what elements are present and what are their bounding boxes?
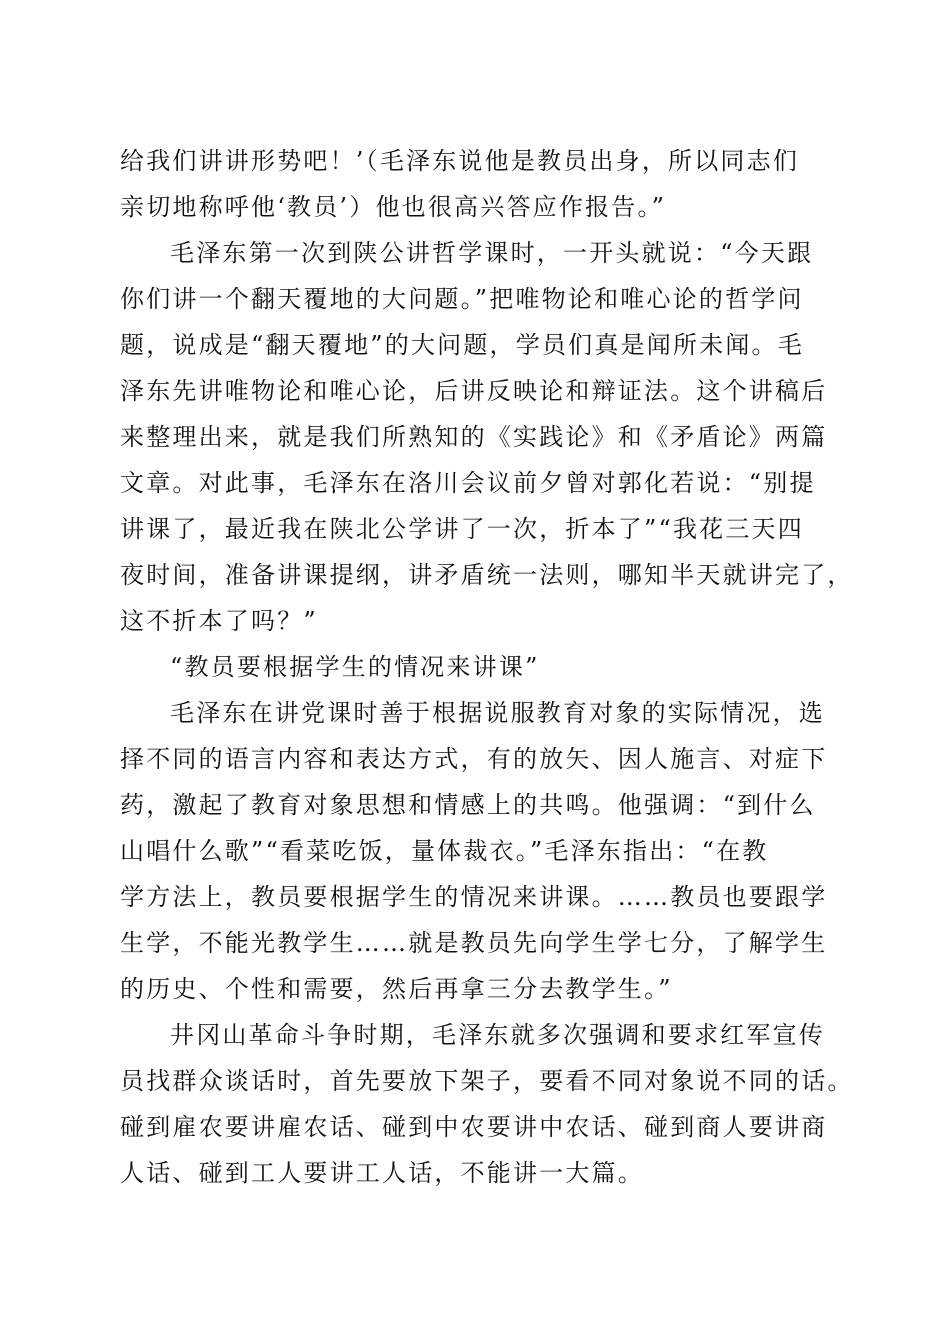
text-line: 亲切地称呼他‘教员’）他也很高兴答应作报告。”	[120, 193, 667, 221]
text-line: 员找群众谈话时，首先要放下架子，要看不同对象说不同的话。	[120, 1067, 854, 1095]
text-line: 题，说成是“翻天覆地”的大问题，学员们真是闻所未闻。毛	[120, 331, 804, 359]
text-line: 择不同的语言内容和表达方式，有的放矢、因人施言、对症下	[120, 745, 828, 773]
paragraph-first-line: 毛泽东在讲党课时善于根据说服教育对象的实际情况，选	[170, 699, 825, 727]
section-heading: “教员要根据学生的情况来讲课”	[170, 653, 540, 681]
text-line: 的历史、个性和需要，然后再拿三分去教学生。”	[120, 975, 673, 1003]
text-line: 讲课了，最近我在陕北公学讲了一次，折本了”“我花三天四	[120, 515, 804, 543]
text-line: 人话、碰到工人要讲工人话，不能讲一大篇。	[120, 1159, 644, 1187]
text-line: 这不折本了吗？”	[120, 607, 318, 635]
text-line: 碰到雇农要讲雇农话、碰到中农要讲中农话、碰到商人要讲商	[120, 1113, 828, 1141]
text-line: 夜时间，准备讲课提纲，讲矛盾统一法则，哪知半天就讲完了，	[120, 561, 854, 589]
paragraph-first-line: 毛泽东第一次到陕公讲哲学课时，一开头就说：“今天跟	[170, 239, 814, 267]
text-line: 学方法上，教员要根据学生的情况来讲课。……教员也要跟学	[120, 883, 828, 911]
text-line: 文章。对此事，毛泽东在洛川会议前夕曾对郭化若说：“别提	[120, 469, 816, 497]
text-line: 生学，不能光教学生……就是教员先向学生学七分，了解学生	[120, 929, 828, 957]
paragraph-first-line: 井冈山革命斗争时期，毛泽东就多次强调和要求红军宣传	[170, 1021, 825, 1049]
text-line: 山唱什么歌”“看菜吃饭，量体裁衣。”毛泽东指出：“在教	[120, 837, 769, 865]
text-line: 给我们讲讲形势吧！’（毛泽东说他是教员出身，所以同志们	[120, 147, 800, 175]
document-body	[120, 138, 854, 1196]
text-line: 药，激起了教育对象思想和情感上的共鸣。他强调：“到什么	[120, 791, 816, 819]
text-line: 来整理出来，就是我们所熟知的《实践论》和《矛盾论》两篇	[120, 423, 828, 451]
text-line: 泽东先讲唯物论和唯心论，后讲反映论和辩证法。这个讲稿后	[120, 377, 828, 405]
text-line: 你们讲一个翻天覆地的大问题。”把唯物论和唯心论的哲学问	[120, 285, 804, 313]
